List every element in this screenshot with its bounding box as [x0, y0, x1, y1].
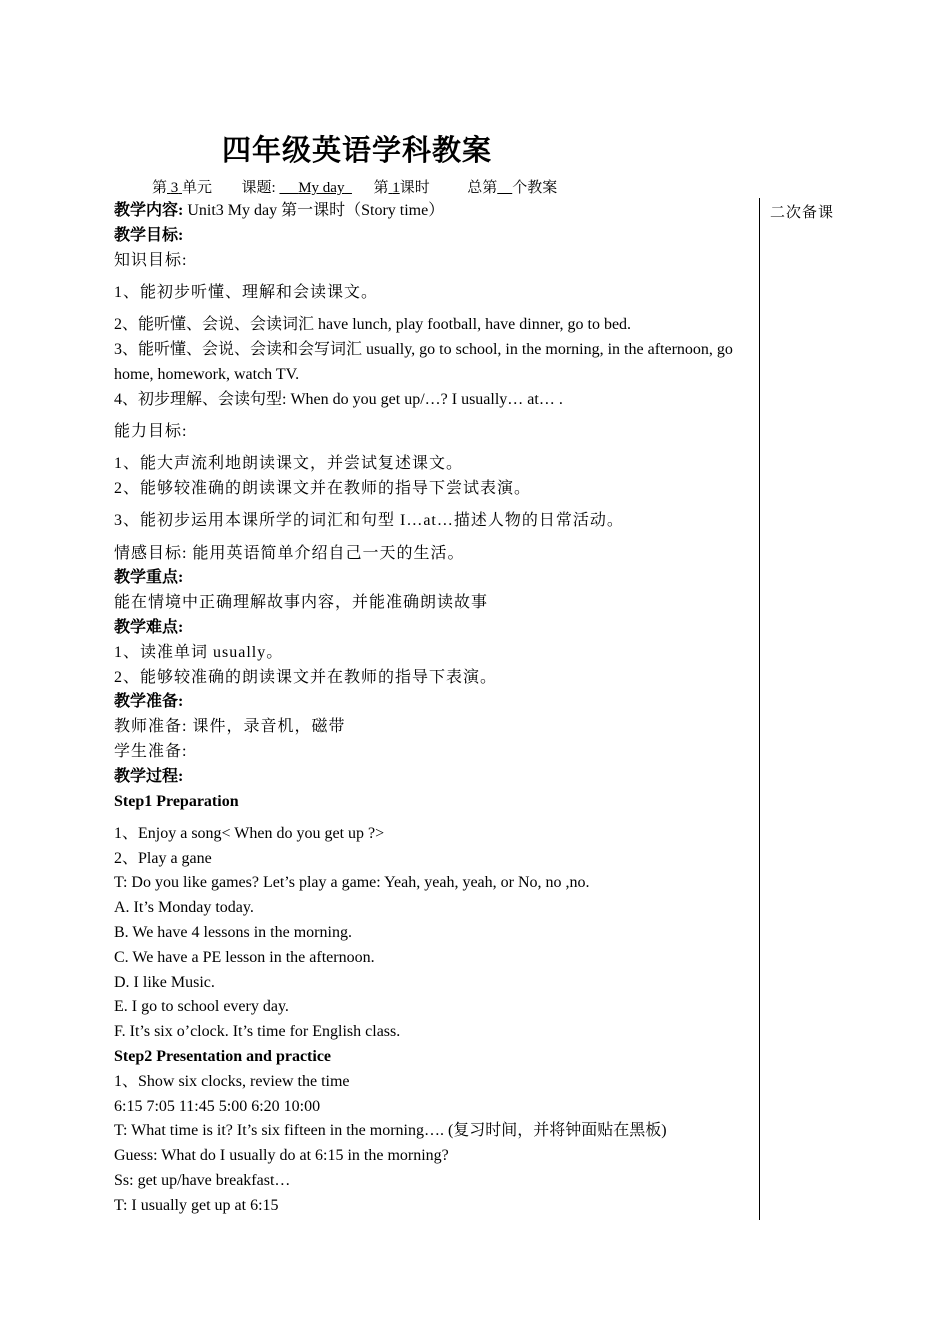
unit-suffix: 单元 — [182, 180, 213, 196]
unit-prefix: 第 — [152, 180, 168, 196]
list-item: 1、能初步听懂、理解和会读课文。 — [114, 283, 379, 301]
paragraph: T: Do you like games? Let’s play a game: Yeah, yeah, yeah, or No, no ,no. — [114, 874, 590, 892]
list-item: 2、能够较准确的朗读课文并在教师的指导下表演。 — [114, 668, 498, 686]
list-item-cont: home, homework, watch TV. — [114, 365, 300, 383]
list-item: D. I like Music. — [114, 973, 215, 991]
list-item: 1、Enjoy a song< When do you get up ?> — [114, 824, 385, 842]
ability-objectives: 能力目标: — [114, 422, 188, 440]
list-item: 1、能大声流利地朗读课文，并尝试复述课文。 — [114, 455, 464, 473]
heading-objectives: 教学目标: — [114, 226, 184, 244]
secondary-prep-label: 二次备课 — [770, 205, 835, 221]
heading-difficulties: 教学难点: — [114, 618, 184, 636]
total-prefix: 总第 — [467, 180, 498, 196]
column-divider — [759, 198, 760, 1220]
unit-number: 3 — [170, 180, 179, 196]
list-item: 1、读准单词 usually。 — [114, 643, 284, 661]
heading-preparation: 教学准备: — [114, 693, 184, 711]
list-item: F. It’s six o’clock. It’s time for English class. — [114, 1023, 401, 1041]
teacher-preparation: 教师准备: 课件，录音机，磁带 — [114, 718, 346, 736]
list-item: 3、能听懂、会说、会读和会写词汇 usually, go to school, in the morning, in the afternoon, go — [114, 340, 733, 358]
total-blank — [497, 180, 512, 196]
document-title: 四年级英语学科教案 — [222, 133, 493, 167]
list-item: E. I go to school every day. — [114, 998, 289, 1016]
list-item: C. We have a PE lesson in the afternoon. — [114, 948, 375, 966]
total-suffix: 个教案 — [512, 180, 558, 196]
lesson-number: 1 — [392, 180, 400, 196]
list-item: 2、能够较准确的朗读课文并在教师的指导下尝试表演。 — [114, 479, 532, 497]
key-points-text: 能在情境中正确理解故事内容，并能准确朗读故事 — [114, 594, 489, 612]
list-item: A. It’s Monday today. — [114, 899, 254, 917]
step1-heading: Step1 Preparation — [114, 792, 239, 810]
affective-objectives: 情感目标: 能用英语简单介绍自己一天的生活。 — [114, 544, 465, 562]
lesson-prefix: 第 — [373, 180, 389, 196]
lesson-suffix: 课时 — [399, 180, 430, 196]
lesson-body — [114, 199, 754, 1219]
paragraph: Ss: get up/have breakfast… — [114, 1171, 291, 1189]
paragraph: T: I usually get up at 6:15 — [114, 1196, 279, 1214]
lesson-meta — [152, 176, 557, 197]
topic-label: 课题: — [241, 180, 276, 196]
list-item: 2、Play a gane — [114, 849, 212, 867]
topic: My day — [298, 180, 345, 196]
heading-key-points: 教学重点: — [114, 569, 184, 587]
list-item: 1、Show six clocks, review the time — [114, 1072, 350, 1090]
list-item: 3、能初步运用本课所学的词汇和句型 I…at…描述人物的日常活动。 — [114, 512, 624, 530]
paragraph: 6:15 7:05 11:45 5:00 6:20 10:00 — [114, 1097, 321, 1115]
paragraph: Guess: What do I usually do at 6:15 in the morning? — [114, 1147, 449, 1165]
knowledge-objectives: 知识目标: — [114, 251, 188, 269]
step2-heading: Step2 Presentation and practice — [114, 1048, 332, 1065]
paragraph: T: What time is it? It’s six fifteen in the morning…. (复习时间，并将钟面贴在黑板) — [114, 1122, 667, 1140]
list-item: B. We have 4 lessons in the morning. — [114, 924, 352, 942]
teaching-content: 教学内容: Unit3 My day 第一课时（Story time） — [114, 202, 445, 219]
list-item: 2、能听懂、会说、会读词汇 have lunch, play football, have dinner, go to bed. — [114, 316, 632, 334]
list-item: 4、初步理解、会读句型: When do you get up/…? I usually… at… . — [114, 390, 563, 408]
student-preparation: 学生准备: — [114, 742, 188, 760]
heading-process: 教学过程: — [114, 767, 184, 785]
